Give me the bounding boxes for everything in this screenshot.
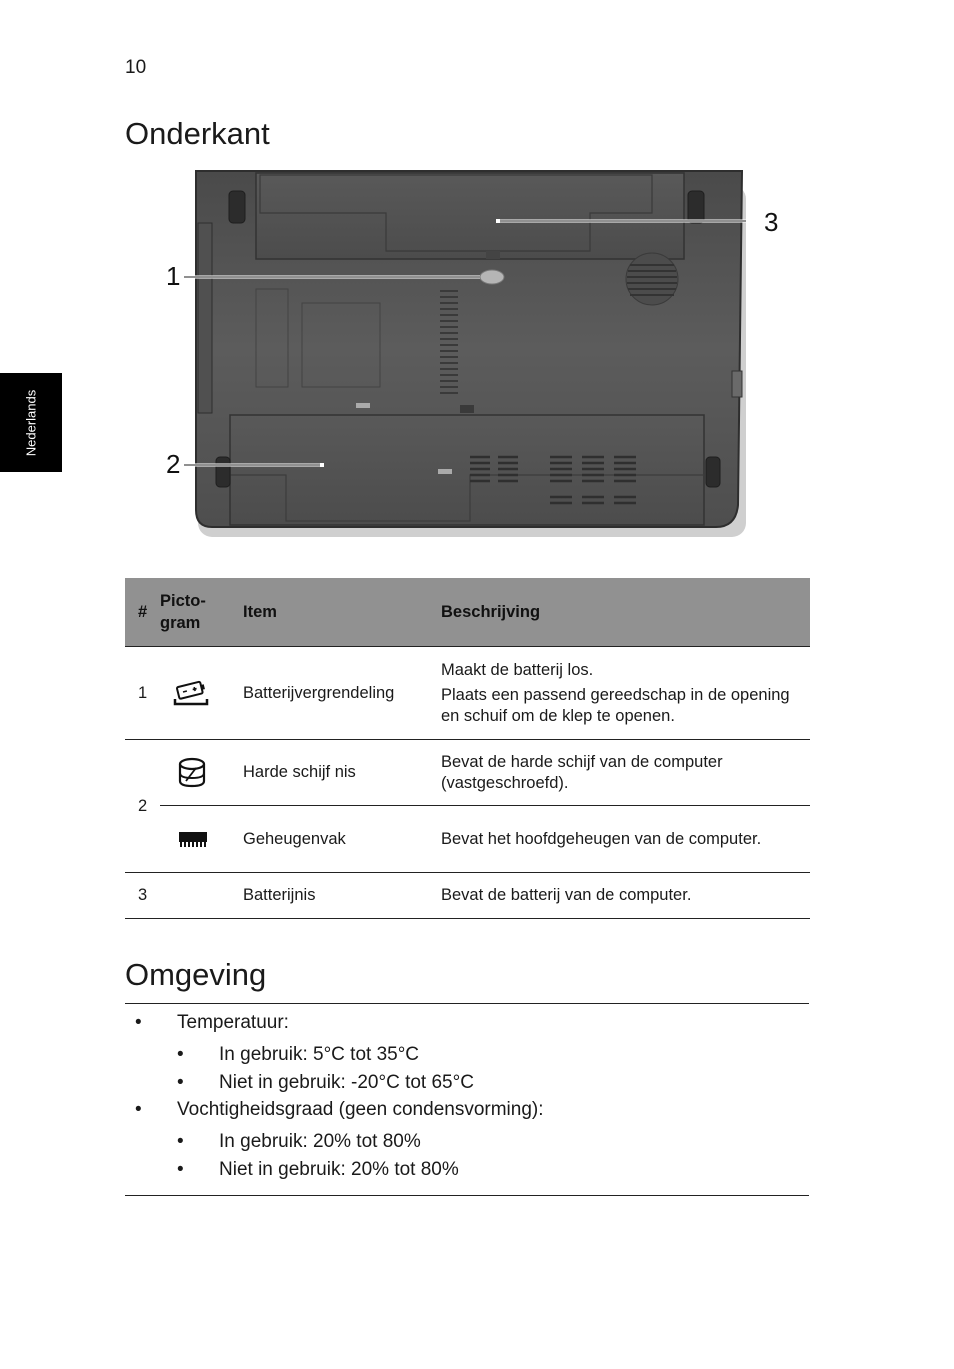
table-header-row — [125, 578, 810, 647]
callout-2: 2 — [166, 449, 181, 479]
laptop-bottom-illustration — [160, 165, 800, 545]
hard-disk-icon — [177, 757, 207, 789]
row-description — [441, 806, 810, 873]
language-label: Nederlands — [23, 389, 39, 457]
row-icon-cell — [160, 806, 243, 873]
header-icon: Picto- gram — [160, 578, 243, 647]
row-item: Batterijvergrendeling — [243, 647, 441, 740]
bullet: • — [177, 1044, 184, 1065]
list-item-text: Niet in gebruik: -20°C tot 65°C — [219, 1072, 474, 1093]
list-item-text: In gebruik: 5°C tot 35°C — [219, 1044, 420, 1065]
header-description: Beschrijving — [441, 578, 810, 647]
bullet: • — [177, 1072, 184, 1093]
row-number: 2 — [125, 740, 160, 873]
list-item-text: Temperatuur: — [177, 1012, 289, 1033]
language-side-tab — [0, 373, 62, 472]
description-line: Bevat het hoofdgeheugen van de computer. — [441, 829, 762, 848]
row-item: Batterijnis — [243, 873, 441, 919]
list-item-text: Niet in gebruik: 20% tot 80% — [219, 1159, 459, 1180]
row-icon-cell — [160, 647, 243, 740]
section-title-bottom: Onderkant — [125, 116, 270, 151]
parts-table — [125, 578, 810, 919]
row-description — [441, 647, 810, 740]
row-item: Geheugenvak — [243, 806, 441, 873]
table-row — [125, 740, 810, 806]
battery-lock-icon — [172, 679, 210, 707]
page-number: 10 — [125, 57, 147, 78]
callout-1: 1 — [166, 261, 181, 291]
row-number: 1 — [125, 647, 160, 740]
callout-3: 3 — [764, 207, 779, 237]
row-icon-cell — [160, 873, 243, 919]
section-divider-top — [125, 1003, 809, 1004]
list-item-text: In gebruik: 20% tot 80% — [219, 1131, 421, 1152]
description-line: Bevat de batterij van de computer. — [441, 886, 692, 904]
description-line: Bevat de harde schijf van de computer (vastgeschroefd). — [441, 752, 723, 792]
bullet: • — [177, 1131, 184, 1152]
table-row — [125, 806, 810, 873]
section-divider-bottom — [125, 1195, 809, 1196]
bullet: • — [135, 1099, 142, 1120]
row-description — [441, 740, 810, 806]
table-row — [125, 873, 810, 919]
section-title-environment: Omgeving — [125, 957, 267, 992]
row-description — [441, 873, 810, 919]
row-item: Harde schijf nis — [243, 740, 441, 806]
row-icon-cell — [160, 740, 243, 806]
description-line: Plaats een passend gereedschap in de opening en schuif om de klep te openen. — [441, 685, 790, 725]
list-item-text: Vochtigheidsgraad (geen condensvorming): — [177, 1099, 544, 1120]
bullet: • — [135, 1012, 142, 1033]
description-line: Maakt de batterij los. — [441, 660, 594, 679]
header-number: # — [125, 578, 160, 647]
row-number: 3 — [125, 873, 160, 919]
laptop-bottom-figure — [160, 165, 800, 545]
bullet: • — [177, 1159, 184, 1180]
table-row — [125, 647, 810, 740]
header-item: Item — [243, 578, 441, 647]
memory-icon — [177, 829, 209, 849]
